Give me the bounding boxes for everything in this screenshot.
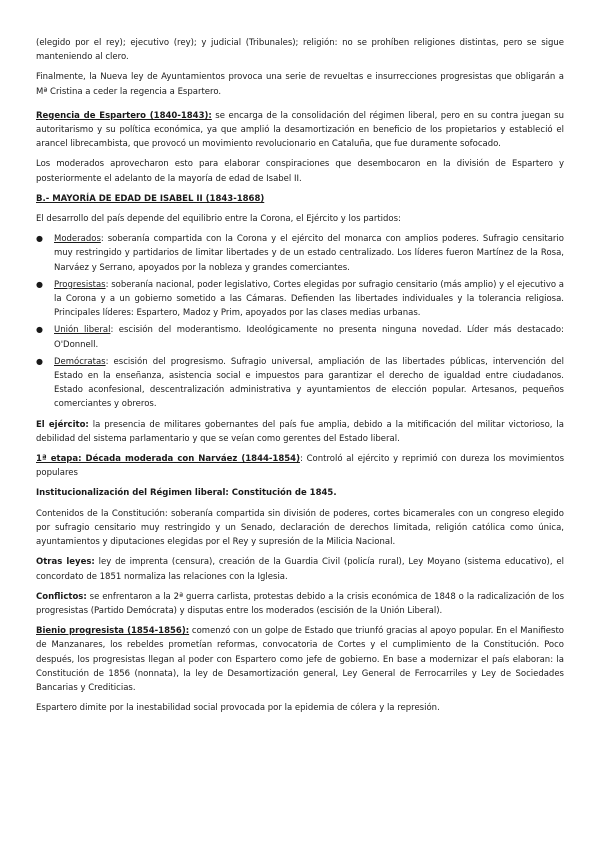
paragraph-intro: (elegido por el rey); ejecutivo (rey); y judicial (Tribunales); religión: no se prohíben religiones distintas, pero se sigue manteniendo al clero. bbox=[36, 38, 564, 63]
otras-leyes-text: ley de imprenta (censura), creación de la Guardia Civil (policía rural), Ley Moyano (sistema educativo), el concordato de 1851 normaliza las relaciones con la Iglesia. bbox=[36, 557, 564, 582]
regencia-text: se encarga de la consolidación del régimen liberal, pero en su contra juegan su autoritarismo y su política económica, ya que amplió la desamortización en beneficio de los propietarios y estableció el arancel librecambista, que provocó un movimiento revolucionario en Cataluña, que fue duramente sofocado. bbox=[36, 110, 564, 150]
paragraph-bienio bbox=[36, 624, 564, 695]
list-item-progresistas bbox=[36, 278, 564, 321]
paragraph-contenidos: Contenidos de la Constitución: soberanía compartida sin división de poderes, cortes bicamerales con un congreso elegido por sufragio censitario muy restringido y un Senado, declaración de derechos limitada, religión católica como única, ayuntamientos y diputaciones elegidas por el Rey y supresión de la Milicia Nacional. bbox=[36, 508, 564, 548]
paragraph-equilibrio: El desarrollo del país depende del equilibrio entre la Corona, el Ejército y los partidos: bbox=[36, 214, 401, 225]
term-moderados: Moderados bbox=[54, 234, 101, 245]
paragraph-moderados-conspiraciones: Los moderados aprovecharon esto para elaborar conspiraciones que desembocaron en la división de Espartero y posteriormente el adelanto de la mayoría de edad de Isabel II. bbox=[36, 159, 564, 184]
term-progresistas: Progresistas bbox=[54, 279, 106, 290]
bienio-text: comenzó con un golpe de Estado que triunfó gracias al apoyo popular. En el Manifiesto de Manzanares, los rebeldes prometían reformas, convocatoria de Cortes y el cumplimiento de la Constitución. Poco después, los progresistas llegan al poder con Espartero como jefe de gobierno. En base a modernizar el país elaboran: la Constitución de 1856 (nonnata), la ley de Desamortización general, Ley General de Ferrocarriles y Ley de Sociedades Bancarias y Crediticias. bbox=[36, 626, 564, 693]
parties-list bbox=[36, 232, 564, 411]
paragraph-ayuntamientos: Finalmente, la Nueva ley de Ayuntamientos provoca una serie de revueltas e insurrecciones progresistas que obligarán a Mª Cristina a ceder la regencia a Espartero. bbox=[36, 72, 564, 97]
etapa-1-text: : Controló al ejército y reprimió con dureza los movimientos populares bbox=[36, 454, 564, 479]
list-item-union-liberal bbox=[36, 323, 564, 351]
term-union-liberal: Unión liberal bbox=[54, 325, 111, 336]
otras-leyes-heading: Otras leyes: bbox=[36, 557, 95, 568]
ejercito-text: la presencia de militares gobernantes del país fue amplia, debido a la mitificación del militar victorioso, la debilidad del sistema parlamentario y que se veían como gerentes del Estado liberal. bbox=[36, 419, 564, 444]
conflictos-text: se enfrentaron a la 2ª guerra carlista, protestas debido a la crisis económica de 1848 o la radicalización de los progresistas (Partido Demócrata) y disputas entre los moderados (escisión de la Unión Liberal). bbox=[36, 591, 564, 616]
list-item-democratas bbox=[36, 355, 564, 412]
paragraph-ejercito bbox=[36, 418, 564, 446]
bienio-heading: Bienio progresista (1854-1856): bbox=[36, 626, 190, 637]
paragraph-conflictos bbox=[36, 590, 564, 618]
paragraph-etapa-1 bbox=[36, 452, 564, 480]
paragraph-institucionalizacion: Institucionalización del Régimen liberal: Constitución de 1845. bbox=[36, 488, 337, 499]
text-union-liberal: : escisión del moderantismo. Ideológicamente no presenta ninguna novedad. Líder más destacado: O'Donnell. bbox=[54, 325, 564, 350]
text-democratas: : escisión del progresismo. Sufragio universal, ampliación de las libertades públicas, intervención del Estado en la enseñanza, asistencia social e impuestos para garantizar el derecho de igualdad entre ciudadanos. Estado aconfesional, descentralización administrativa y ayuntamientos de elección popular. Artesanos, pequeños comerciantes y obreros. bbox=[54, 356, 564, 410]
paragraph-otras-leyes bbox=[36, 555, 564, 583]
regencia-heading: Regencia de Espartero (1840-1843): bbox=[36, 110, 212, 121]
paragraph-espartero-dimite: Espartero dimite por la inestabilidad social provocada por la epidemia de cólera y la represión. bbox=[36, 703, 440, 714]
list-item-moderados bbox=[36, 232, 564, 275]
text-moderados: : soberanía compartida con la Corona y el ejército del monarca con amplios poderes. Sufragio censitario muy restringido y partidarios de limitar libertades y de un estado centralizado. Los líderes fueron Martínez de la Rosa, Narváez y Serrano, apoyados por la nobleza y grandes comerciantes. bbox=[54, 234, 564, 273]
etapa-1-heading: 1ª etapa: Década moderada con Narváez (1844-1854) bbox=[36, 454, 300, 465]
conflictos-heading: Conflictos: bbox=[36, 591, 87, 602]
section-heading-b: B.- MAYORÍA DE EDAD DE ISABEL II (1843-1868) bbox=[36, 193, 265, 204]
text-progresistas: : soberanía nacional, poder legislativo, Cortes elegidas por sufragio censitario (más amplio) y el ejecutivo a la Corona y a un gobierno sometido a las Cámaras. Defienden las libertades individuales y la tolerancia religiosa. Principales líderes: Espartero, Madoz y Prim, apoyados por las clases medias urbanas. bbox=[54, 279, 564, 319]
ejercito-heading: El ejército: bbox=[36, 419, 89, 430]
term-democratas: Demócratas bbox=[54, 356, 106, 367]
paragraph-regencia bbox=[36, 109, 564, 152]
